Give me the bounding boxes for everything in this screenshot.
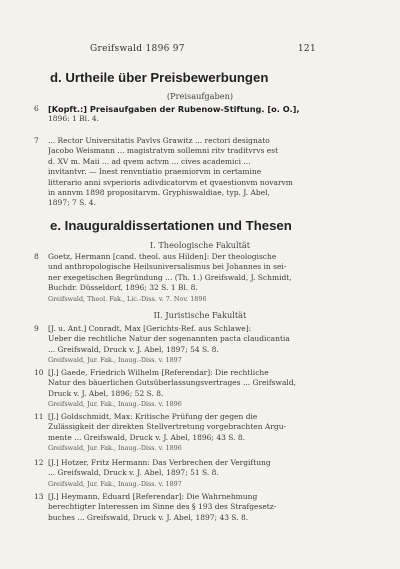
entry-line: litterario anni svperioris adivdicatorvm et qvaestionvm novarvm xyxy=(48,177,293,187)
entry-note: Greifswald, Jur. Fak., Inaug.-Diss. v. 1897 xyxy=(48,356,182,365)
entry-line: [J.] Gaede, Friedrich Wilhelm [Referendar]: Die rechtliche xyxy=(48,368,269,377)
entry-line: Zulässigkeit der direkten Stellvertretung vorgebrachten Argu- xyxy=(48,422,287,432)
entry-11 xyxy=(34,412,362,454)
faculty-law-heading: II. Juristische Fakultät xyxy=(153,310,247,320)
entry-9 xyxy=(34,324,362,366)
entry-line: und anthropologische Heilsuniversalismus bei Johannes in sei- xyxy=(48,262,287,272)
entry-number: 11 xyxy=(34,412,44,421)
entry-line: Natur des bäuerlichen Gutsüberlassungsvertrages ... Greifswald, xyxy=(48,378,296,388)
entry-13 xyxy=(34,492,362,523)
entry-note: Greifswald, Theol. Fak., Lic.-Diss. v. 7. Nov. 1896 xyxy=(48,294,207,303)
running-head-title: Greifswald 1896 97 xyxy=(90,44,185,54)
entry-6 xyxy=(34,104,362,125)
entry-line: ... Greifswald, Druck v. J. Abel, 1897; 51 S. 8. xyxy=(48,468,219,478)
page-number: 121 xyxy=(297,44,316,54)
entry-8 xyxy=(34,252,362,304)
section-d-subtitle: (Preisaufgaben) xyxy=(166,91,234,101)
section-d-title: d. Urtheile über Preisbewerbungen xyxy=(50,70,269,85)
entry-line: [J.] Hotzer, Fritz Hermann: Das Verbrechen der Vergiftung xyxy=(48,458,271,467)
entry-10 xyxy=(34,368,362,410)
entry-line: [J.] Goldschmidt, Max: Kritische Prüfung der gegen die xyxy=(48,412,258,421)
entry-line: [Kopft.:] Preisaufgaben der Rubenow-Stiftung. [o. O.], xyxy=(48,104,300,114)
entry-line: Ueber die rechtliche Natur der sogenannten pacta claudicantia xyxy=(48,334,290,344)
entry-line: ... Greifswald, Druck v. J. Abel, 1897; 54 S. 8. xyxy=(48,344,219,354)
entry-line: mente ... Greifswald, Druck v. J. Abel, 1896; 43 S. 8. xyxy=(48,432,246,442)
entry-number: 7 xyxy=(34,136,39,145)
entry-line: Goetz, Hermann [cand. theol. aus Hilden]: Der theologische xyxy=(48,252,277,261)
entry-number: 13 xyxy=(34,492,44,501)
entry-number: 10 xyxy=(34,368,44,377)
entry-line: 1896: 1 Bl. 4. xyxy=(48,114,99,124)
entry-number: 8 xyxy=(34,252,39,261)
entry-line: ner exegetischen Begründung ... (Th. 1.) Greifswald, J. Schmidt, xyxy=(48,272,292,282)
entry-line: [J. u. Ant.] Conradt, Max [Gerichts-Ref. aus Schlawe]: xyxy=(48,324,252,333)
entry-line: invitantvr. — Inest renvntiatio praemiorvm in certamine xyxy=(48,167,262,177)
section-e-title: e. Inauguraldissertationen und Thesen xyxy=(50,218,292,233)
entry-line: 1897; 7 S. 4. xyxy=(48,198,96,208)
entry-line: berechtigter Interessen im Sinne des § 193 des Strafgesetz- xyxy=(48,502,277,512)
entry-7 xyxy=(34,136,362,209)
entry-line: ... Rector Universitatis Pavlvs Grawitz ... rectori designato xyxy=(48,136,270,145)
entry-number: 6 xyxy=(34,104,39,113)
entry-note: Greifswald, Jur. Fak., Inaug.-Diss. v. 1896 xyxy=(48,444,182,453)
entry-line: buches ... Greifswald, Druck v. J. Abel, 1897; 43 S. 8. xyxy=(48,512,249,522)
entry-note: Greifswald, Jur. Fak., Inaug.-Diss. v. 1897 xyxy=(48,479,182,488)
entry-line: Druck v. J. Abel, 1896; 52 S. 8. xyxy=(48,388,164,398)
entry-line: Jacobo Weismann ... magistratvm sollemni ritv traditvrvs est xyxy=(48,146,279,156)
entry-line: Buchdr. Düsseldorf, 1896; 32 S. 1 Bl. 8. xyxy=(48,283,198,293)
faculty-theology-heading: I. Theologische Fakultät xyxy=(149,240,251,250)
entry-line: d. XV m. Maii ... ad qvem actvm ... cives academici ... xyxy=(48,156,251,166)
entry-line: [J.] Heymann, Eduard [Referendar]: Die Wahrnehmung xyxy=(48,492,258,501)
entry-number: 9 xyxy=(34,324,39,333)
entry-note: Greifswald, Jur. Fak., Inaug.-Diss. v. 1896 xyxy=(48,400,182,409)
entry-line: in annvm 1898 propositarvm. Gryphiswaldiae, typ. J. Abel, xyxy=(48,188,270,198)
entry-number: 12 xyxy=(34,458,44,467)
entry-12 xyxy=(34,458,362,489)
